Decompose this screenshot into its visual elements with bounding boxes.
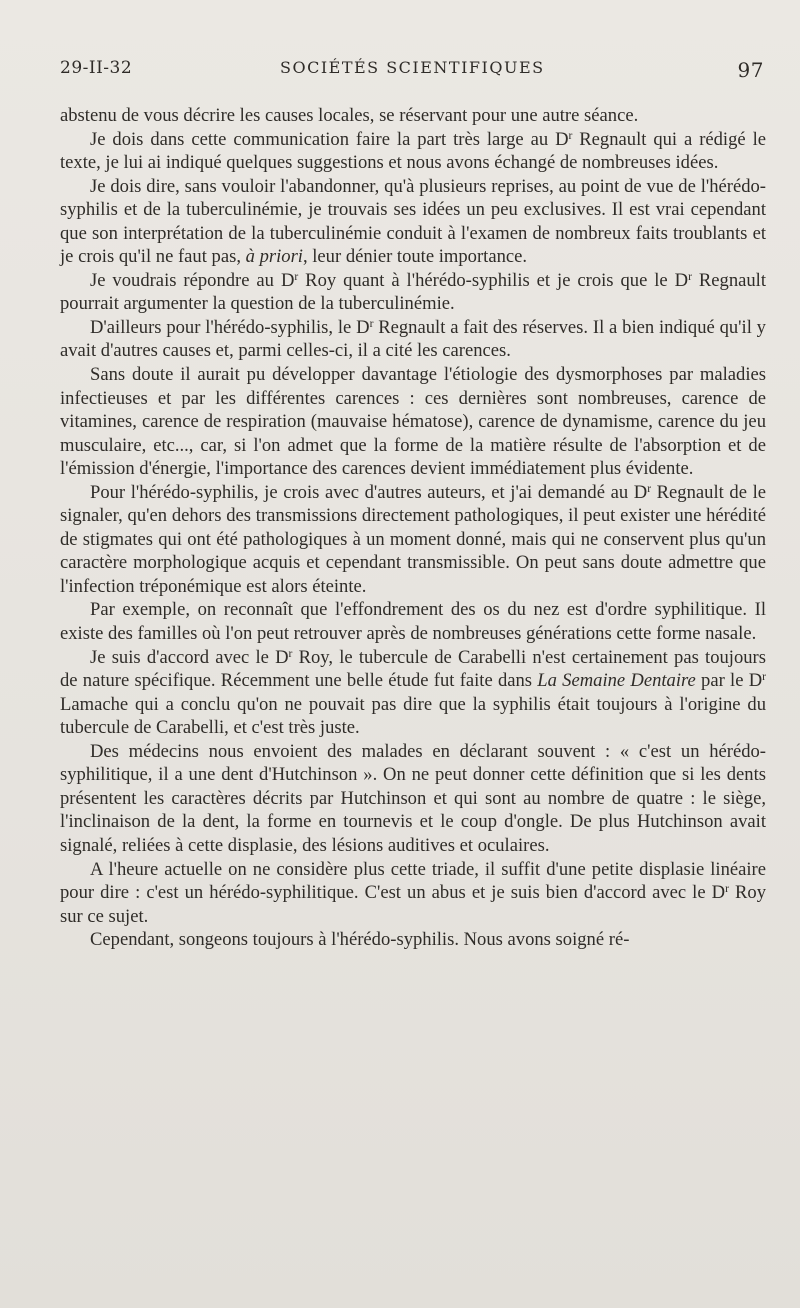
body-text — [60, 104, 766, 952]
paragraph: Je dois dans cette communication faire la part très large au $D^r$ Regnault qui a rédigé le texte, je lui ai indiqué quelques suggestions et nous avons échangé de nombreuses idées. — [60, 128, 766, 174]
paragraph: Par exemple, on reconnaît que l'effondrement des os du nez est d'ordre syphilitique. Il existe des familles où l'on peut retrouver après de nombreuses générations cette forme nasale. — [60, 599, 766, 645]
header-title: SOCIÉTÉS SCIENTIFIQUES — [280, 58, 545, 77]
paragraph: Cependant, songeons toujours à l'hérédo-syphilis. Nous avons soigné ré- — [90, 929, 630, 951]
paragraph: A l'heure actuelle on ne considère plus cette triade, il suffit d'une petite displasie linéaire pour dire : c'est un hérédo-syphilitique. C'est un abus et je suis bien d'accord avec le $D^r$ Roy sur ce sujet. — [60, 858, 766, 927]
emphasis: à priori — [245, 246, 303, 268]
paragraph: D'ailleurs pour l'hérédo-syphilis, le $D^r$ Regnault a fait des réserves. Il a bien indiqué qu'il y avait d'autres causes et, parmi celles-ci, il a cité les carences. — [60, 316, 766, 362]
paragraph: Je suis d'accord avec le $D^r$ Roy, le tubercule de Carabelli n'est certainement pas toujours de nature spécifique. Récemment une belle étude fut faite dans La Semaine Dentaire par le $D^r$ Lamache qui a conclu qu'on ne pouvait pas dire que la syphilis était toujours à l'origine du tubercule de Carabelli, et c'est très juste. — [60, 646, 766, 739]
header-date: 29-II-32 — [60, 58, 133, 78]
paragraph: Des médecins nous envoient des malades en déclarant souvent : « c'est un hérédo-syphilitique, il a une dent d'Hutchinson ». On ne peut donner cette définition que si les dents présentent les caractères décrits par Hutchinson et qui sont au nombre de quatre : le siège, l'inclinaison de la dent, la forme en tournevis et le coup d'ongle. De plus Hutchinson avait signalé, reliées à cette displasie, des lésions auditives et oculaires. — [60, 740, 766, 856]
paragraph: Je voudrais répondre au $D^r$ Roy quant à l'hérédo-syphilis et je crois que le $D^r$ Regnault pourrait argumenter la question de la tuberculinémie. — [60, 269, 767, 315]
running-head — [60, 56, 768, 84]
page-number: 97 — [737, 58, 764, 82]
paragraph: abstenu de vous décrire les causes locales, se réservant pour une autre séance. — [60, 105, 639, 126]
journal-title: La Semaine Dentaire — [537, 670, 696, 692]
paragraph: Sans doute il aurait pu développer davantage l'étiologie des dysmorphoses par maladies infectieuses et par les différentes carences : ces dernières sont nombreuses, carence de vitamines, carence de respiration (mauvaise hématose), carence de dynamisme, carence du jeu musculaire, etc..., car, si l'on admet que la forme de la matière résulte de l'absorption et de l'émission d'énergie, l'importance des carences devient immédiatement plus évidente. — [60, 364, 766, 480]
paragraph: Pour l'hérédo-syphilis, je crois avec d'autres auteurs, et j'ai demandé au $D^r$ Regnault de le signaler, qu'en dehors des transmissions directement pathologiques, il peut exister une hérédité de stigmates qui ont été pathologiques à un moment donné, mais qui ne conservent plus qu'un caractère morphologique acquis et cependant transmissible. On peut sans doute admettre que l'infection tréponémique est alors éteinte. — [60, 481, 766, 597]
paragraph: Je dois dire, sans vouloir l'abandonner, qu'à plusieurs reprises, au point de vue de l'hérédo-syphilis et de la tuberculinémie, je trouvais ses idées un peu exclusives. Il est vrai cependant que son interprétation de la tuberculinémie conduit à l'examen de nombreux faits troublants et je crois qu'il ne faut pas, à priori, leur dénier toute importance. — [60, 175, 766, 268]
